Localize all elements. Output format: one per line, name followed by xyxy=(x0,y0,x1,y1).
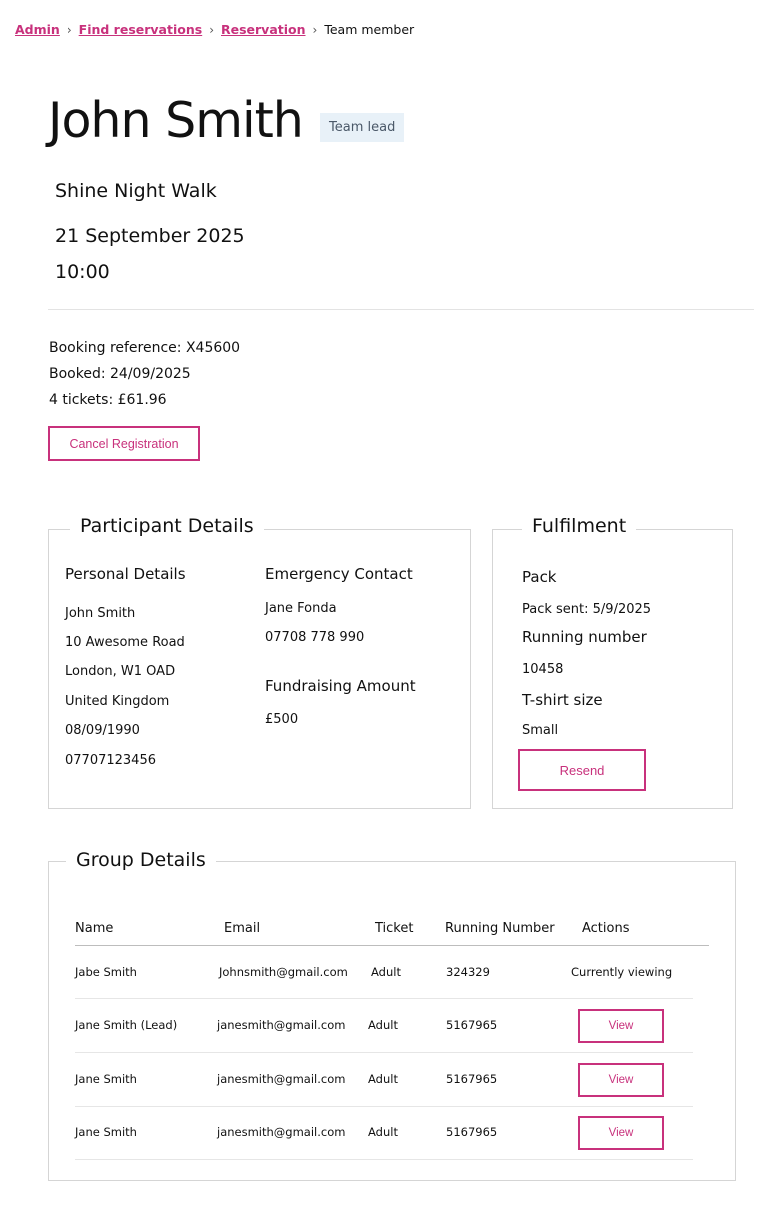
emergency-phone: 07708 778 990 xyxy=(265,630,365,645)
row-1-ticket: Adult xyxy=(371,965,401,979)
role-badge: Team lead xyxy=(320,113,404,142)
row-1-name: Jabe Smith xyxy=(75,965,137,979)
page-title: John Smith xyxy=(48,92,303,149)
divider xyxy=(48,309,754,310)
chevron-right-icon: › xyxy=(66,22,72,37)
row-4-email: janesmith@gmail.com xyxy=(217,1125,346,1139)
breadcrumb-current: Team member xyxy=(324,22,415,37)
event-time: 10:00 xyxy=(55,261,110,283)
row-divider xyxy=(75,1159,693,1160)
row-4-name: Jane Smith xyxy=(75,1125,137,1139)
row-1-running-number: 324329 xyxy=(446,965,490,979)
fundraising-amount: £500 xyxy=(265,712,299,727)
booked-date: Booked: 24/09/2025 xyxy=(49,366,191,382)
row-divider xyxy=(75,1106,693,1107)
row-1-status: Currently viewing xyxy=(571,965,673,979)
event-name: Shine Night Walk xyxy=(55,180,217,202)
row-4-running-number: 5167965 xyxy=(446,1125,498,1139)
row-2-ticket: Adult xyxy=(368,1018,398,1032)
chevron-right-icon: › xyxy=(312,22,318,37)
group-details-legend: Group Details xyxy=(66,849,216,871)
row-3-email: janesmith@gmail.com xyxy=(217,1072,346,1086)
row-2-name: Jane Smith (Lead) xyxy=(75,1018,178,1032)
column-header-name: Name xyxy=(75,921,114,936)
personal-address-line1: 10 Awesome Road xyxy=(65,635,185,650)
breadcrumb-admin-link[interactable]: Admin xyxy=(15,22,60,37)
fulfilment-legend: Fulfilment xyxy=(522,515,636,537)
tshirt-size-value: Small xyxy=(522,723,559,738)
breadcrumb-reservation-link[interactable]: Reservation xyxy=(221,22,306,37)
row-3-view-button[interactable]: View xyxy=(578,1063,664,1097)
row-2-running-number: 5167965 xyxy=(446,1018,498,1032)
chevron-right-icon: › xyxy=(209,22,214,37)
personal-details-heading: Personal Details xyxy=(65,565,186,583)
column-header-ticket: Ticket xyxy=(375,921,414,936)
row-divider xyxy=(75,998,693,999)
personal-phone: 07707123456 xyxy=(65,753,156,768)
participant-details-legend: Participant Details xyxy=(70,515,264,537)
column-header-actions: Actions xyxy=(582,921,630,936)
cancel-registration-button[interactable]: Cancel Registration xyxy=(48,426,200,461)
personal-address-line2: London, W1 OAD xyxy=(65,664,176,679)
column-header-email: Email xyxy=(224,921,261,936)
running-number-value: 10458 xyxy=(522,662,564,677)
column-header-running-number: Running Number xyxy=(445,921,555,936)
breadcrumb xyxy=(15,22,414,37)
personal-dob: 08/09/1990 xyxy=(65,723,140,738)
pack-sent-value: Pack sent: 5/9/2025 xyxy=(522,602,652,617)
row-3-name: Jane Smith xyxy=(75,1072,137,1086)
emergency-name: Jane Fonda xyxy=(265,601,337,616)
row-3-running-number: 5167965 xyxy=(446,1072,498,1086)
tshirt-size-heading: T-shirt size xyxy=(522,691,603,709)
row-divider xyxy=(75,1052,693,1053)
row-4-view-button[interactable]: View xyxy=(578,1116,664,1150)
personal-name: John Smith xyxy=(65,606,136,621)
event-date: 21 September 2025 xyxy=(55,225,245,247)
emergency-contact-heading: Emergency Contact xyxy=(265,565,413,583)
row-3-ticket: Adult xyxy=(368,1072,398,1086)
running-number-heading: Running number xyxy=(522,628,647,646)
personal-country: United Kingdom xyxy=(65,694,170,709)
booking-reference: Booking reference: X45600 xyxy=(49,340,241,356)
pack-heading: Pack xyxy=(522,568,557,586)
row-1-email: Johnsmith@gmail.com xyxy=(219,965,348,979)
row-4-ticket: Adult xyxy=(368,1125,398,1139)
row-2-view-button[interactable]: View xyxy=(578,1009,664,1043)
tickets-total: 4 tickets: £61.96 xyxy=(49,392,167,408)
table-header-divider xyxy=(75,945,709,946)
resend-button[interactable]: Resend xyxy=(518,749,646,791)
fundraising-heading: Fundraising Amount xyxy=(265,677,416,695)
breadcrumb-find-reservations-link[interactable]: Find reservations xyxy=(78,22,203,37)
row-2-email: janesmith@gmail.com xyxy=(217,1018,346,1032)
